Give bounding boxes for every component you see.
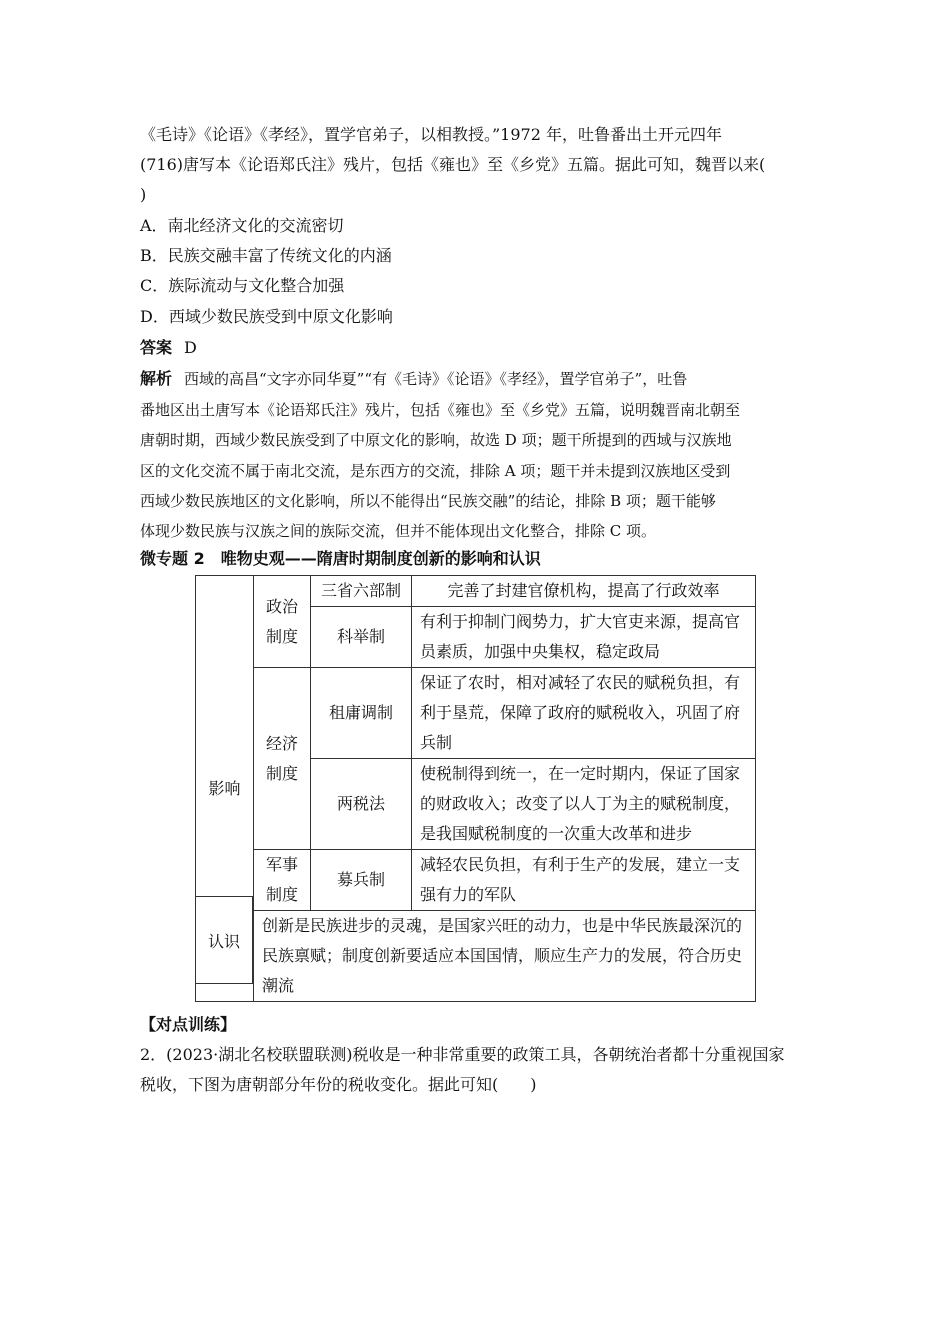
analysis-line-4: 区的文化交流不属于南北交流，是东西方的交流，排除 A 项；题干并未提到汉族地区受到 <box>140 462 731 480</box>
question-stem-line-2: (716)唐写本《论语郑氏注》残片，包括《雍也》至《乡党》五篇。据此可知，魏晋以来( <box>140 155 766 174</box>
question-stem-line-3: ) <box>140 185 147 204</box>
topic-title: 微专题 2 唯物史观——隋唐时期制度创新的影响和认识 <box>140 549 541 568</box>
system-name-cell: 两税法 <box>311 759 412 850</box>
political-system-cell: 政治制度 <box>254 576 311 668</box>
system-table <box>195 575 756 1002</box>
analysis-line-3: 唐朝时期，西域少数民族受到了中原文化的影响，故选 D 项；题干所提到的西域与汉族地 <box>140 431 732 449</box>
system-name-cell: 三省六部制 <box>311 576 412 607</box>
economic-system-cell: 经济制度 <box>254 668 311 850</box>
analysis-label: 解析 <box>140 369 173 388</box>
question-2-line-1: 2．(2023·湖北名校联盟联测)税收是一种非常重要的政策工具，各朝统治者都十分重视国家 <box>140 1045 785 1064</box>
analysis-line-6: 体现少数民族与汉族之间的族际交流，但并不能体现出文化整合，排除 C 项。 <box>140 522 657 540</box>
system-effect-cell: 减轻农民负担，有利于生产的发展，建立一支强有力的军队 <box>412 850 756 911</box>
option-b: B．民族交融丰富了传统文化的内涵 <box>140 246 392 265</box>
question-2-line-2: 税收，下图为唐朝部分年份的税收变化。据此可知( ) <box>140 1075 537 1094</box>
recognition-text-cell: 创新是民族进步的灵魂，是国家兴旺的动力，也是中华民族最深沉的民族禀赋；制度创新要适应本国国情，顺应生产力的发展，符合历史潮流 <box>254 911 756 1002</box>
training-header: 【对点训练】 <box>140 1015 237 1034</box>
system-effect-cell: 完善了封建官僚机构，提高了行政效率 <box>412 576 756 607</box>
analysis-text-1: 西域的高昌“文字亦同华夏”“有《毛诗》《论语》《孝经》，置学官弟子”，吐鲁 <box>184 370 688 388</box>
system-name-cell: 科举制 <box>311 607 412 668</box>
recognition-label: 认识 <box>195 896 253 984</box>
option-a: A．南北经济文化的交流密切 <box>140 216 344 235</box>
system-effect-cell: 使税制得到统一，在一定时期内，保证了国家的财政收入；改变了以人丁为主的赋税制度，是我国赋税制度的一次重大改革和进步 <box>412 759 756 850</box>
system-effect-cell: 保证了农时，相对减轻了农民的赋税负担，有利于垦荒，保障了政府的赋税收入，巩固了府兵制 <box>412 668 756 759</box>
military-system-cell: 军事制度 <box>254 850 311 911</box>
analysis-line-1 <box>140 364 812 394</box>
analysis-line-5: 西域少数民族地区的文化影响，所以不能得出“民族交融”的结论，排除 B 项；题干能够 <box>140 492 716 510</box>
system-effect-cell: 有利于抑制门阀势力，扩大官吏来源，提高官员素质，加强中央集权，稳定政局 <box>412 607 756 668</box>
system-name-cell: 募兵制 <box>311 850 412 911</box>
system-name-cell: 租庸调制 <box>311 668 412 759</box>
answer-line <box>140 333 812 363</box>
question-stem-line-1: 《毛诗》《论语》《孝经》，置学官弟子，以相教授。”1972 年，吐鲁番出土开元四年 <box>140 125 722 144</box>
analysis-line-2: 番地区出土唐写本《论语郑氏注》残片，包括《雍也》至《乡党》五篇，说明魏晋南北朝至 <box>140 401 741 419</box>
option-c: C．族际流动与文化整合加强 <box>140 276 345 295</box>
answer-label: 答案 <box>140 338 173 357</box>
option-d: D．西域少数民族受到中原文化影响 <box>140 307 393 326</box>
influence-cell: 影响 <box>196 576 254 1002</box>
answer-value: D <box>184 338 197 357</box>
